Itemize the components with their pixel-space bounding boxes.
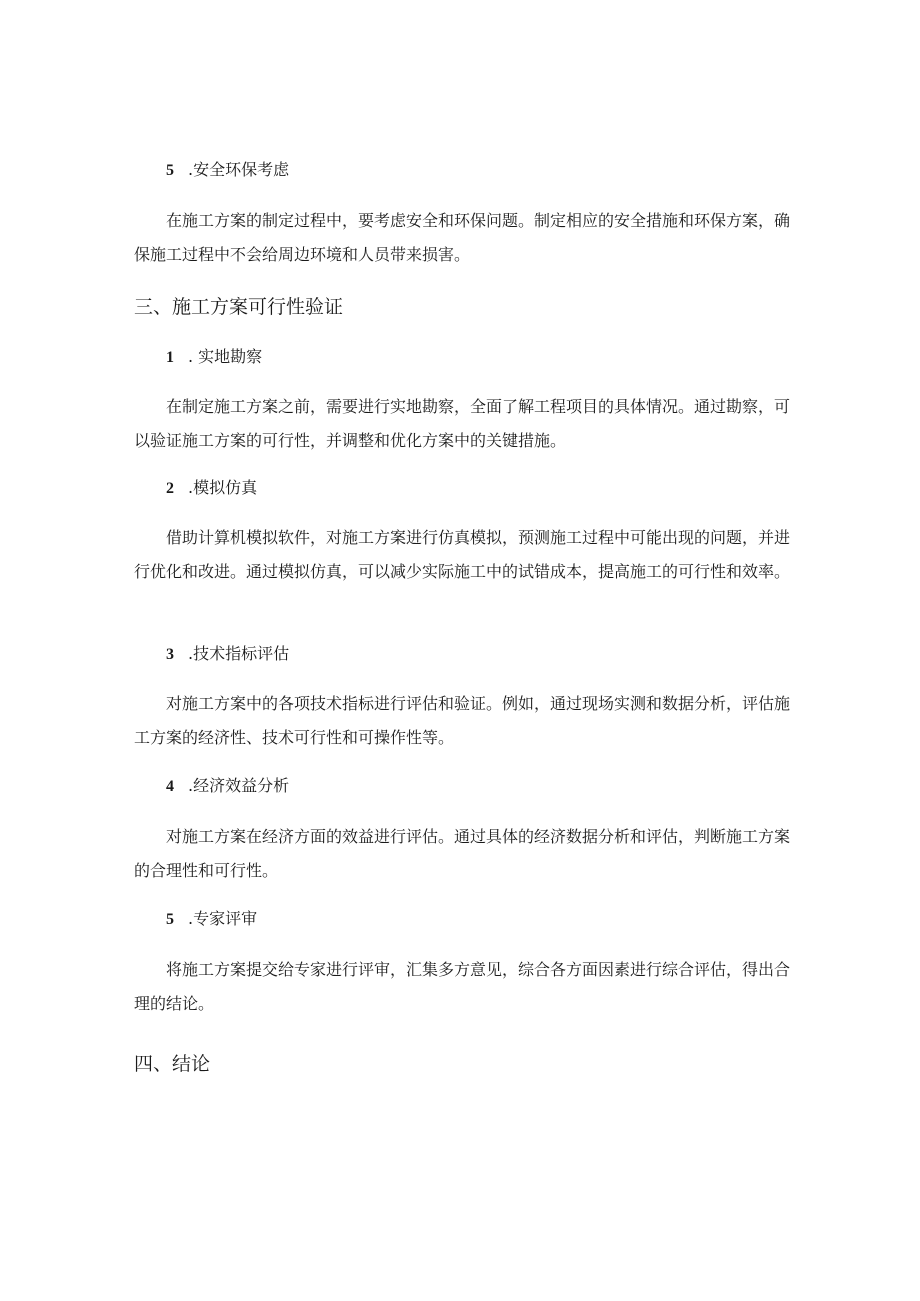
subheading-number: 4 (166, 778, 174, 795)
subheading-number: 5 (166, 162, 174, 179)
subheading-title: .安全环保考虑 (188, 160, 290, 179)
paragraph-safety-environment: 在施工方案的制定过程中，要考虑安全和环保问题。制定相应的安全措施和环保方案，确保施工过程中不会给周边环境和人员带来损害。 (134, 211, 791, 264)
subheading-site-survey (166, 346, 262, 369)
subheading-number: 1 (166, 349, 174, 366)
subheading-title: .技术指标评估 (188, 644, 290, 663)
paragraph-economic-analysis: 对施工方案在经济方面的效益进行评估。通过具体的经济数据分析和评估，判断施工方案的合理性和可行性。 (134, 827, 791, 880)
paragraph-site-survey: 在制定施工方案之前，需要进行实地勘察，全面了解工程项目的具体情况。通过勘察，可以验证施工方案的可行性，并调整和优化方案中的关键措施。 (134, 397, 791, 450)
subheading-title: .经济效益分析 (188, 776, 290, 795)
subheading-simulation (166, 477, 257, 500)
paragraph-technical-evaluation: 对施工方案中的各项技术指标进行评估和验证。例如，通过现场实测和数据分析，评估施工方案的经济性、技术可行性和可操作性等。 (134, 694, 791, 747)
section-heading-conclusion: 四、结论 (134, 1053, 211, 1075)
subheading-number: 3 (166, 646, 174, 663)
paragraph-expert-review: 将施工方案提交给专家进行评审，汇集多方意见，综合各方面因素进行综合评估，得出合理的结论。 (134, 960, 791, 1013)
section-heading-feasibility: 三、施工方案可行性验证 (134, 296, 344, 318)
subheading-title: . 实地勘察 (188, 347, 263, 366)
subheading-safety-environment (166, 159, 289, 182)
subheading-title: .模拟仿真 (188, 478, 258, 497)
subheading-economic-analysis (166, 775, 289, 798)
subheading-number: 5 (166, 911, 174, 928)
subheading-number: 2 (166, 480, 174, 497)
subheading-title: .专家评审 (188, 909, 258, 928)
paragraph-simulation: 借助计算机模拟软件，对施工方案进行仿真模拟，预测施工过程中可能出现的问题，并进行优化和改进。通过模拟仿真，可以减少实际施工中的试错成本，提高施工的可行性和效率。 (134, 528, 791, 581)
subheading-expert-review (166, 908, 257, 931)
subheading-technical-evaluation (166, 643, 289, 666)
